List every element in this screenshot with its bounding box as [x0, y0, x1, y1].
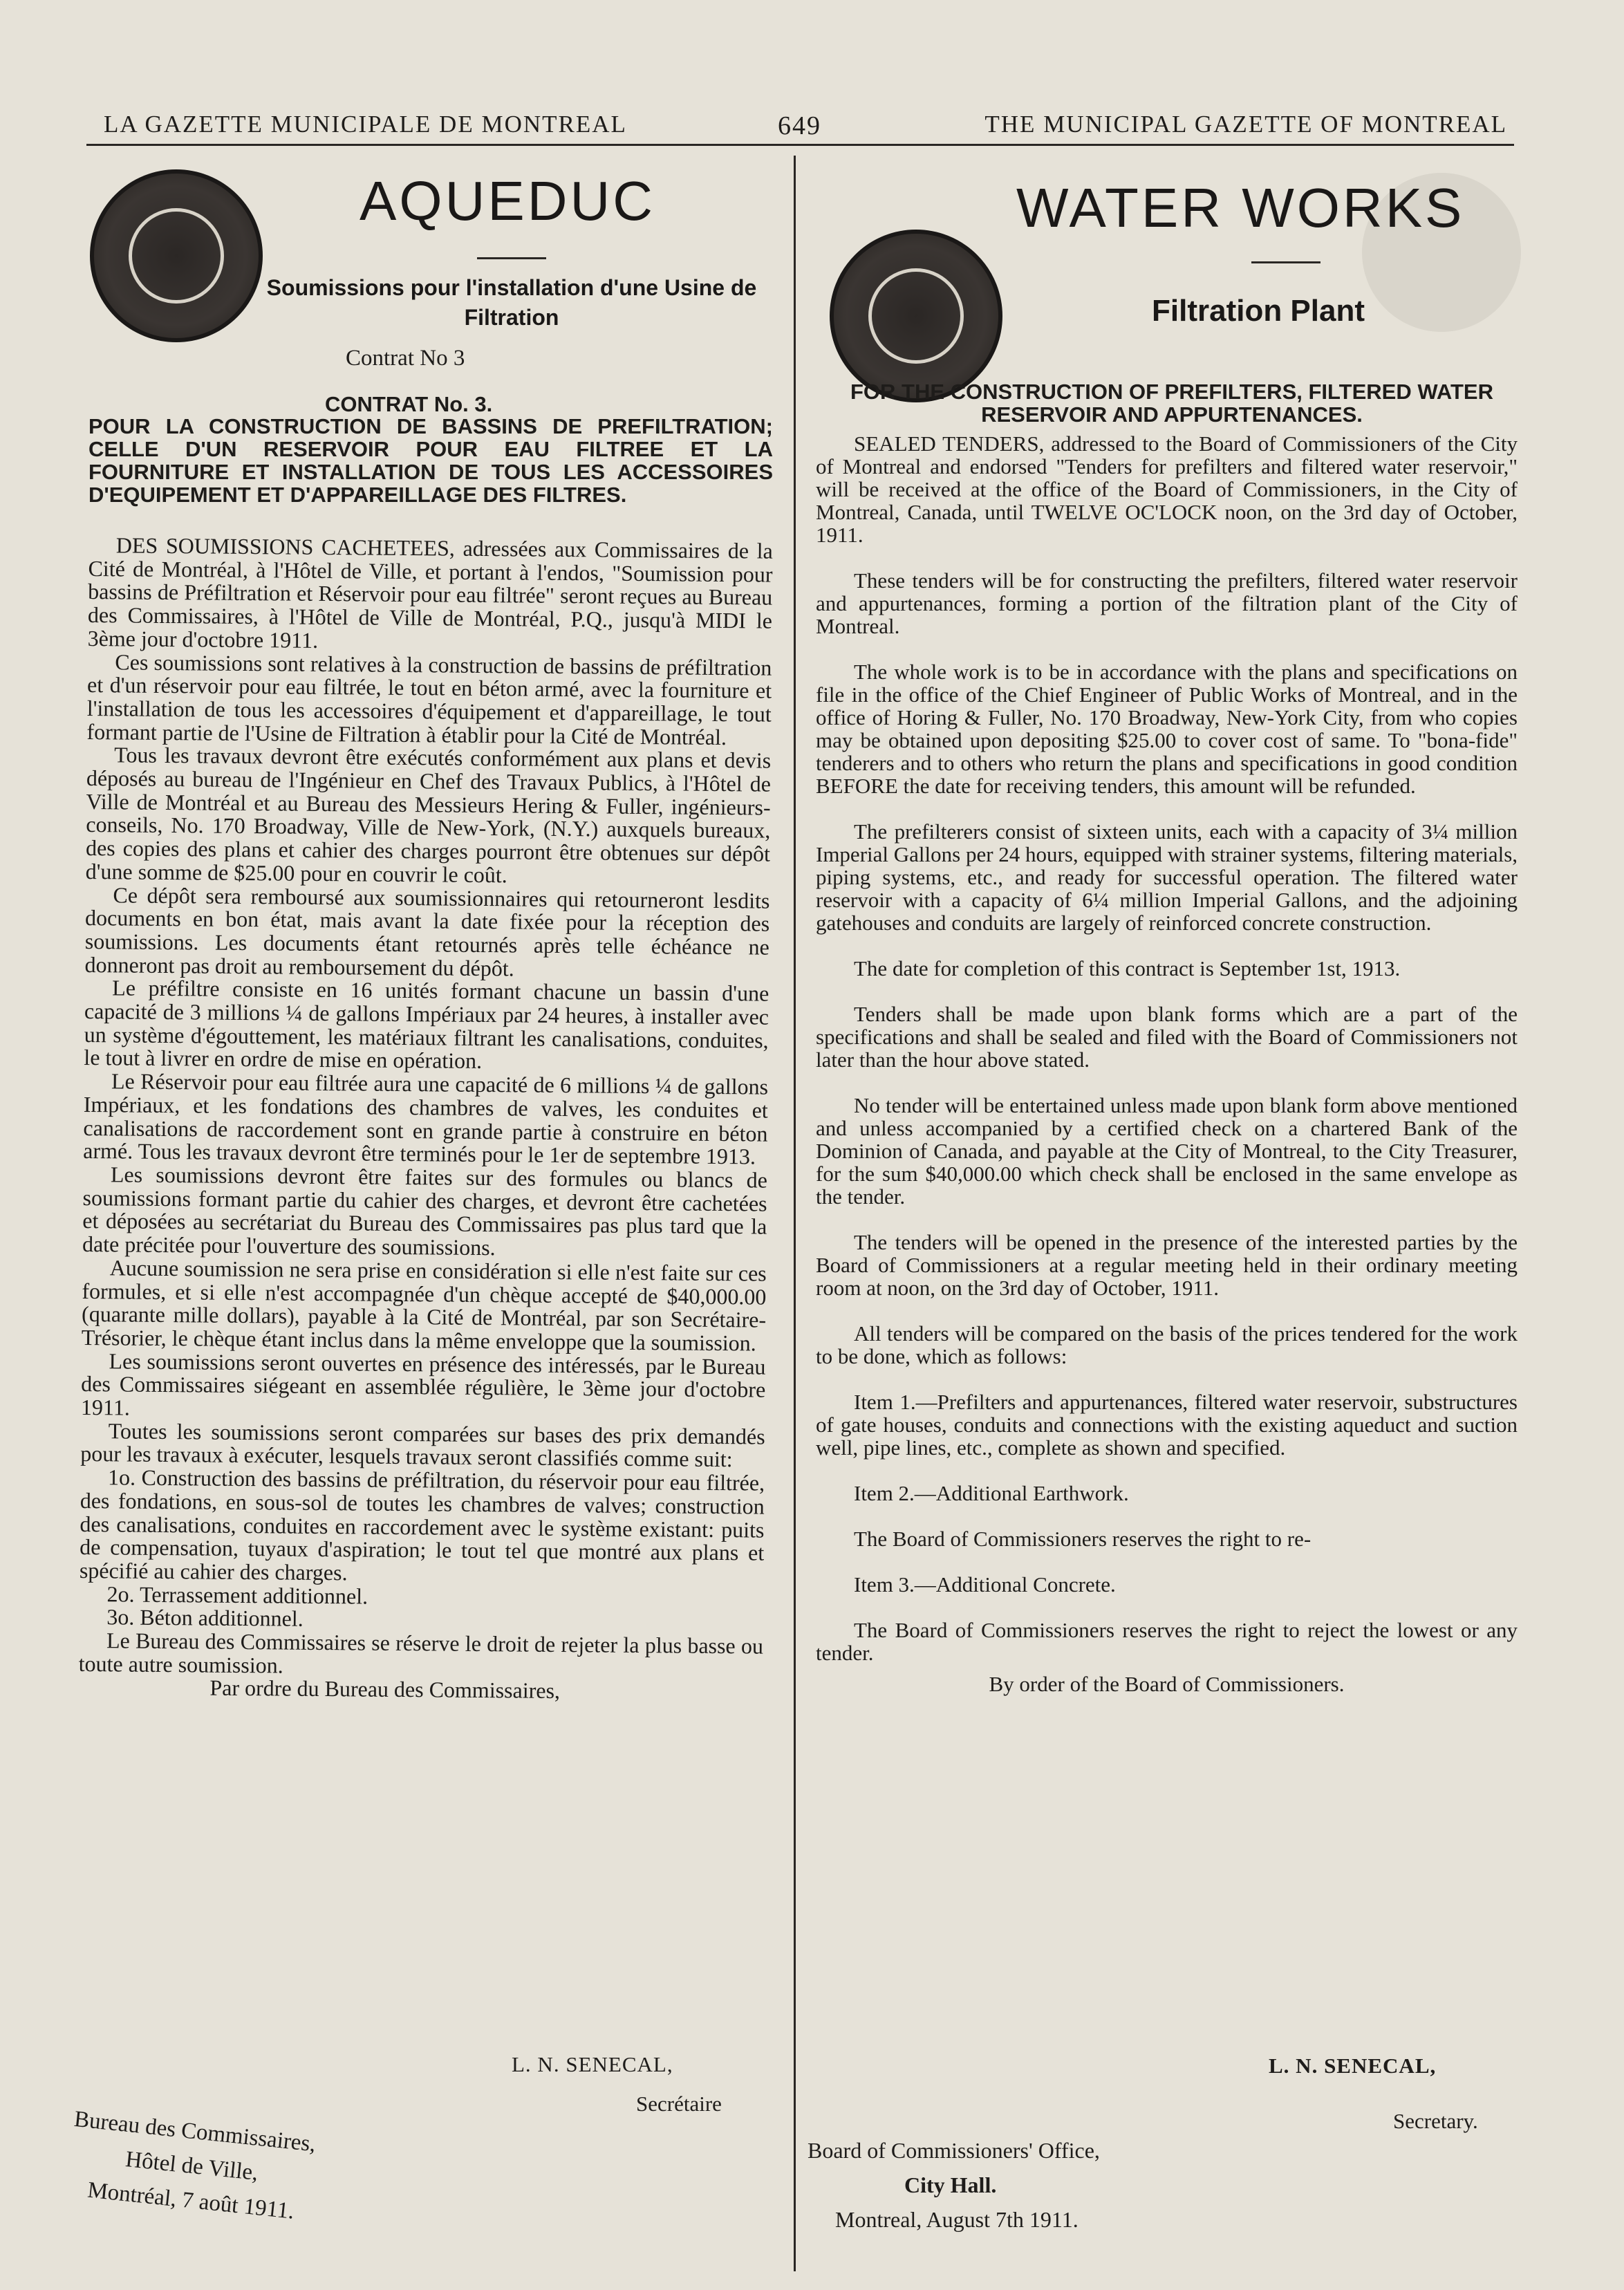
french-heading: POUR LA CONSTRUCTION DE BASSINS DE PREFILTRATION; CELLE D'UN RESERVOIR POUR EAU FILTREE ET LA FOURNITURE ET INSTALLATION DE TOUS LES ACCESSOIRES D'EQUIPEMENT ET D'APPAREILLAGE DES FILTRES.: [88, 414, 773, 507]
french-address: [65, 2102, 317, 2231]
french-address-line: Montréal, 7 août 1911.: [86, 2177, 296, 2224]
french-paragraph: Aucune soumission ne sera prise en considération si elle n'est faite sur ces formules, et si elle n'est accompagnée d'un chèque accepté de $40,000.00 (quarante mille dollars), payable à la Cité de Montréal, par son Secrétaire-Trésorier, le chèque étant inclus dans la même enveloppe que la soumission.: [81, 1255, 767, 1356]
french-signatory-title: Secrétaire: [636, 2092, 722, 2116]
english-title: WATER WORKS: [1016, 177, 1465, 239]
english-paragraph: These tenders will be for constructing the prefilters, filtered water reservoir and appurtenances, forming a portion of the filtration plant of the City of Montreal.: [816, 568, 1518, 638]
french-paragraph: Par ordre du Bureau des Commissaires,: [209, 1675, 561, 1704]
english-paragraph: Item 1.—Prefilters and appurtenances, filtered water reservoir, substructures of gate houses, conduits and connections with the existing aqueduct and suction well, pipe lines, etc., complete as shown and specified.: [816, 1390, 1518, 1460]
french-subtitle: Soumissions pour l'installation d'une Usine de Filtration: [266, 275, 757, 330]
english-paragraph: All tenders will be compared on the basis of the prices tendered for the work to be done, which as follows:: [816, 1321, 1518, 1368]
english-paragraph: The Board of Commissioners reserves the right to reject the lowest or any tender.: [816, 1618, 1518, 1665]
english-paragraph: Item 2.—Additional Earthwork.: [854, 1481, 1129, 1505]
french-address-line: Hôtel de Ville,: [124, 2147, 260, 2186]
french-body: [78, 534, 773, 1705]
french-paragraph: 3o. Béton additionnel.: [106, 1604, 304, 1632]
french-paragraph: Tous les travaux devront être exécutés conformément aux plans et devis déposés au bureau de l'Ingénieur en Chef des Travaux Publics, à l'Hôtel de Ville de Montréal et au Bureau des Messieurs Hering & Fuller, ingénieurs-conseils, No. 170 Broadway, Ville de New-York, (N.Y.) auxquels bureaux, des copies des plans et cahier des charges pourront être obtenues sur dépôt d'une somme de $25.00 pour en couvrir le coût.: [85, 742, 772, 888]
header-french-title: LA GAZETTE MUNICIPALE DE MONTREAL: [104, 111, 627, 138]
english-address-line: Montreal, August 7th 1911.: [835, 2207, 1079, 2232]
french-paragraph: Ces soumissions sont relatives à la construction de bassins de préfiltration et d'un réservoir pour eau filtrée, le tout en béton armé, avec la fourniture et l'installation de tous les accessoires d'équipement et d'appareillage, le tout formant partie de l'Usine de Filtration à établir pour la Cité de Montréal.: [86, 649, 772, 750]
french-signatory: L. N. SENECAL,: [512, 2052, 673, 2076]
french-paragraph: Les soumissions devront être faites sur des formules ou blancs de soumissions formant partie du cahier des charges, et devront être cachetées et déposées au secrétariat du Bureau des Commissaires pas plus tard que la date précitée pour l'ouverture des soumissions.: [82, 1162, 768, 1260]
french-address-line: Bureau des Commissaires,: [73, 2106, 317, 2157]
english-signatory: L. N. SENECAL,: [1269, 2054, 1437, 2078]
french-paragraph: Toutes les soumissions seront comparées sur bases des prix demandés pour les travaux à exécuter, lesquels travaux seront classifiés comme suit:: [80, 1418, 765, 1472]
page-header: [104, 111, 1507, 152]
french-paragraph: Le Bureau des Commissaires se réserve le droit de rejeter la plus basse ou toute autre soumission.: [78, 1628, 764, 1678]
english-address-line: Board of Commissioners' Office,: [808, 2138, 1100, 2163]
english-paragraph: The tenders will be opened in the presence of the interested parties by the Board of Commissioners at a regular meeting held in their ordinary meeting room at noon, on the 3rd day of October, 1911.: [816, 1230, 1518, 1300]
french-contract-heading: CONTRAT No. 3.: [325, 392, 493, 416]
column-divider: [794, 156, 796, 2271]
english-paragraph: SEALED TENDERS, addressed to the Board of Commissioners of the City of Montreal and endorsed "Tenders for prefilters and filtered water reservoir," will be received at the office of the Board of Commissioners, in the City of Montreal, Canada, until TWELVE OC'LOCK noon, on the 3rd day of October, 1911.: [816, 431, 1518, 547]
french-title-rule: [477, 257, 546, 259]
english-address: [808, 2133, 1100, 2237]
english-paragraph: The Board of Commissioners reserves the right to re-: [854, 1527, 1312, 1551]
page-number: 649: [778, 111, 821, 140]
french-title: AQUEDUC: [360, 170, 656, 232]
english-address-line: City Hall.: [904, 2172, 997, 2197]
english-paragraph: Item 3.—Additional Concrete.: [854, 1572, 1116, 1597]
english-subtitle: Filtration Plant: [1152, 294, 1365, 328]
english-paragraph: The date for completion of this contract is September 1st, 1913.: [854, 956, 1401, 980]
french-paragraph: 2o. Terrassement additionnel.: [106, 1581, 368, 1609]
english-paragraph: The prefilterers consist of sixteen units, each with a capacity of 3¼ million Imperial Gallons per 24 hours, equipped with strainer systems, filtering materials, piping systems, etc., and ready for successful operation. The filtered water reservoir with a capacity of 6¼ million Imperial Gallons, and the adjoining gatehouses and conduits are largely of reinforced concrete construction.: [816, 819, 1518, 935]
french-paragraph: Le Réservoir pour eau filtrée aura une capacité de 6 millions ¼ de gallons Impériaux, et les fondations des chambres de valves, les conduites et canalisations de raccordement sont en grande partie à construire en béton armé. Tous les travaux devront être terminés pour le 1er de septembre 1913.: [83, 1068, 769, 1169]
english-closing: By order of the Board of Commissioners.: [989, 1672, 1345, 1696]
english-paragraph: No tender will be entertained unless made upon blank form above mentioned and unless accompanied by a certified check on a chartered Bank of the Dominion of Canada, and payable at the City of Montreal, to the City Treasurer, for the sum $40,000.00 which check shall be enclosed in the same envelope as the tender.: [816, 1093, 1518, 1209]
french-paragraph: DES SOUMISSIONS CACHETEES, adressées aux Commissaires de la Cité de Montréal, à l'Hôtel de Ville, et portant à l'endos, "Soumission pour bassins de Préfiltration et Réservoir pour eau filtrée" seront reçues au Bureau des Commissaires, à l'Hôtel de Ville de Montréal, P.Q., jusqu'à MIDI le 3ème jour d'octobre 1911.: [87, 532, 773, 653]
french-paragraph: Les soumissions seront ouvertes en présence des intéressés, par le Bureau des Commissaires siégeant en assemblée régulière, le 3ème jour d'octobre 1911.: [80, 1348, 766, 1420]
french-contract-number: Contrat No 3: [346, 346, 465, 371]
header-rule: [86, 144, 1514, 146]
english-title-rule: [1251, 261, 1320, 263]
english-paragraph: The whole work is to be in accordance with the plans and specifications on file in the office of the Chief Engineer of Public Works of Montreal, and in the office of Horing & Fuller, No. 170 Broadway, New-York City, from who copies may be obtained upon depositing $25.00 to cover cost of same. To "bona-fide" tenderers and to others who return the plans and specifications in good condition BEFORE the date for receiving tenders, this amount will be refunded.: [816, 660, 1518, 798]
english-signatory-title: Secretary.: [1393, 2109, 1478, 2133]
english-paragraph: Tenders shall be made upon blank forms which are a part of the specifications and shall be sealed and filed with the Board of Commissioners not later than the hour above stated.: [816, 1002, 1518, 1072]
french-paragraph: Le préfiltre consiste en 16 unités formant chacune un bassin d'une capacité de 3 millions ¼ de gallons Impériaux par 24 heures, à installer avec un système d'égouttement, les matériaux filtrant les canalisations, conduites, le tout à livrer en ordre de mise en opération.: [84, 975, 769, 1074]
french-paragraph: 1o. Construction des bassins de préfiltration, du réservoir pour eau filtrée, des fondations, en sous-sol de toutes les chambres de valves; construction des canalisations, conduites en raccordement avec le système existant: puits de compensation, tuyaux d'aspiration; le tout tel que montré aux plans et spécifié au cahier des charges.: [79, 1464, 765, 1585]
french-paragraph: Ce dépôt sera remboursé aux soumissionnaires qui retourneront lesdits documents en bon état, mais avant la date fixée pour la réception des soumissions. Les documents étant retournés après telle échéance ne donneront pas droit au remboursement du dépôt.: [84, 882, 770, 981]
english-body: [816, 432, 1518, 1718]
city-seal-icon: [90, 169, 263, 342]
header-english-title: THE MUNICIPAL GAZETTE OF MONTREAL: [984, 111, 1507, 138]
english-heading: FOR THE CONSTRUCTION OF PREFILTERS, FILTERED WATER RESERVOIR AND APPURTENANCES.: [850, 380, 1493, 427]
